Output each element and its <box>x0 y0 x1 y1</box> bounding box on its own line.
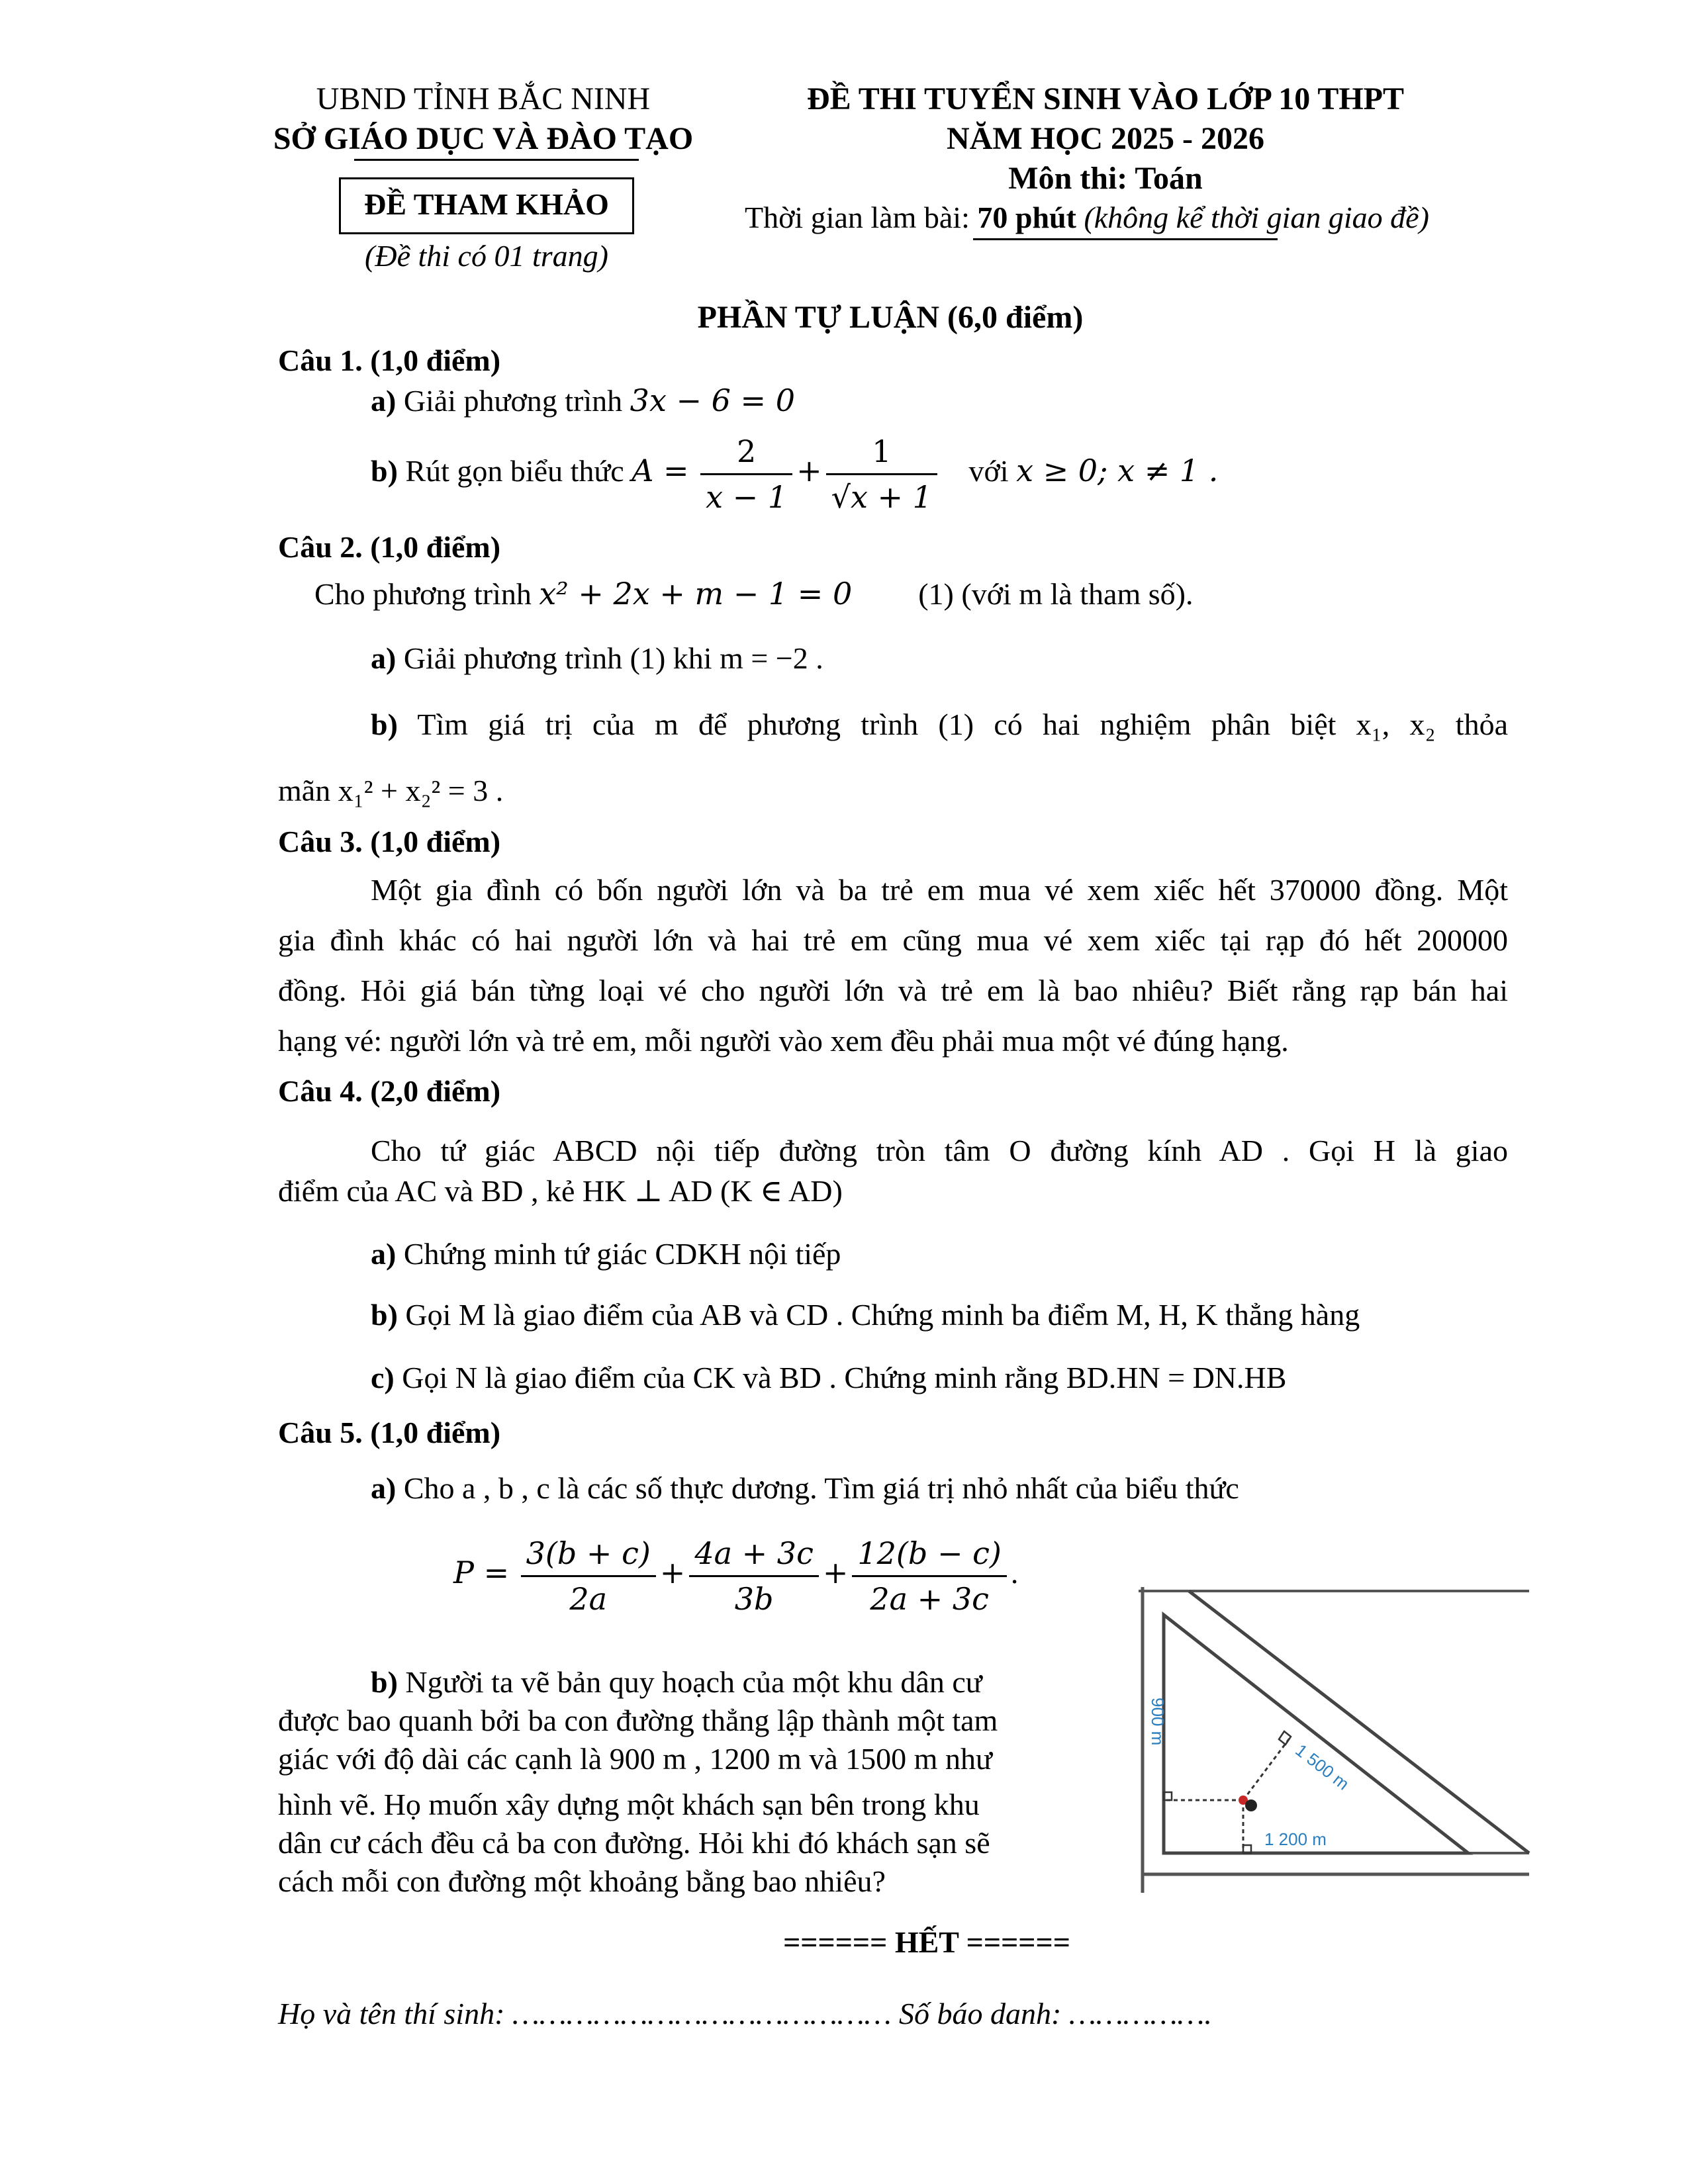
q1-b-cond-word: với <box>968 454 1017 488</box>
q3-line-2: gia đình khác có hai người lớn và hai trẻ em cũng mua vé xem xiếc tại rạp đó hết 200000 <box>278 923 1508 957</box>
q5-b-line-4: hình vẽ. Họ muốn xây dựng một khách sạn bên trong khu <box>278 1788 980 1821</box>
header-authority: UBND TỈNH BẮC NINH <box>316 81 651 116</box>
label-1200: 1 200 m <box>1264 1829 1327 1849</box>
q2-eq-note: (với m là tham số). <box>953 577 1194 611</box>
header-department: SỞ GIÁO DỤC VÀ ĐÀO TẠO <box>273 121 694 156</box>
q4-a <box>371 1236 841 1271</box>
end-mark: ====== HẾT ====== <box>783 1925 1070 1959</box>
subject: Môn thi: Toán <box>1008 161 1203 196</box>
q5-p-frac1 <box>521 1535 656 1617</box>
q4-b-text: Gọi M là giao điểm của AB và CD . Chứng minh ba điểm M, H, K thẳng hàng <box>397 1298 1360 1332</box>
q5-b-label: b) <box>371 1665 398 1699</box>
q5-p-expression <box>453 1535 1018 1617</box>
candidate-id-dots: ……………. <box>1068 1997 1212 2030</box>
badge-label: ĐỀ THAM KHẢO <box>364 187 609 221</box>
q4-b-label: b) <box>371 1298 398 1332</box>
q2-b-label: b) <box>371 707 398 741</box>
school-year: NĂM HỌC 2025 - 2026 <box>947 121 1264 156</box>
q1-b-plus: + <box>796 453 822 489</box>
label-900: 900 m <box>1148 1698 1168 1746</box>
perp-to-hypotenuse <box>1243 1737 1291 1800</box>
q5-a-text: Cho a , b , c là các số thực dương. Tìm giá trị nhỏ nhất của biểu thức <box>396 1471 1239 1505</box>
header-underline-left <box>354 159 639 161</box>
candidate-id-label: Số báo danh: <box>899 1997 1069 2030</box>
q2-b-cont: mãn x₁² + x₂² = 3 . <box>278 774 504 807</box>
footer-line <box>278 1996 1212 2031</box>
q2-a <box>371 641 823 676</box>
q2-b <box>371 707 1508 742</box>
road-hypotenuse <box>1189 1591 1529 1853</box>
q1-b-label: b) <box>371 454 398 488</box>
q1-b-frac1 <box>700 433 792 515</box>
q1-a <box>371 383 795 418</box>
q4-intro-1: Cho tứ giác ABCD nội tiếp đường tròn tâm O đường kính AD . Gọi H là giao <box>371 1134 1508 1167</box>
q4-intro-2: điểm của AC và BD , kẻ HK ⊥ AD (K ∈ AD) <box>278 1174 843 1208</box>
q3-title: Câu 3. (1,0 điểm) <box>278 825 501 858</box>
q5-p-plus1: + <box>659 1555 686 1591</box>
q4-c-label: c) <box>371 1361 395 1394</box>
q5-p-den3: 2a + 3c <box>870 1581 989 1617</box>
q1-b-lhs: A = <box>632 453 689 489</box>
hotel-marker <box>1245 1799 1257 1811</box>
q4-c-text: Gọi N là giao điểm của CK và BD . Chứng minh rằng BD.HN = DN.HB <box>394 1361 1287 1394</box>
q3-line-4: hạng vé: người lớn và trẻ em, mỗi người vào xem đều phải mua một vé đúng hạng. <box>278 1024 1289 1058</box>
q1-title: Câu 1. (1,0 điểm) <box>278 343 501 377</box>
q5-p-den2: 3b <box>734 1581 774 1617</box>
q1-b <box>371 433 1218 515</box>
q1-b-text: Rút gọn biểu thức <box>397 454 632 488</box>
q5-b-text-1: Người ta vẽ bản quy hoạch của một khu dân cư <box>397 1665 982 1699</box>
q5-p-frac2 <box>689 1535 819 1617</box>
q1-b-den1: x − 1 <box>706 479 788 515</box>
time-line <box>745 200 1429 235</box>
q2-eq: x² + 2x + m − 1 = 0 <box>539 576 853 612</box>
q1-b-den2: √x + 1 <box>831 479 932 515</box>
q5-title: Câu 5. (1,0 điểm) <box>278 1416 501 1449</box>
q2-intro-text: Cho phương trình <box>314 577 539 611</box>
q1-a-text: Giải phương trình <box>396 384 630 418</box>
q5-p-num3: 12(b − c) <box>852 1535 1006 1577</box>
pages-note: (Đề thi có 01 trang) <box>365 239 608 273</box>
q1-a-label: a) <box>371 384 397 418</box>
q5-p-den1: 2a <box>569 1581 608 1617</box>
q5-b-line-5: dân cư cách đều cả ba con đường. Hỏi khi đó khách sạn sẽ <box>278 1826 990 1860</box>
q4-a-label: a) <box>371 1237 397 1271</box>
q5-p-plus2: + <box>822 1555 849 1591</box>
q5-b-line-6: cách mỗi con đường một khoảng bằng bao nhiêu? <box>278 1864 886 1898</box>
q2-b-text: Tìm giá trị của m để phương trình (1) có hai nghiệm phân biệt x₁, x₂ thỏa <box>397 707 1508 741</box>
q2-eq-tag: (1) <box>918 577 954 611</box>
q5-a <box>371 1471 1239 1506</box>
q2-intro <box>314 576 1193 612</box>
q5-p-frac3 <box>852 1535 1006 1617</box>
q1-a-math: 3x − 6 = 0 <box>630 383 795 418</box>
time-note: (không kể thời gian giao đề) <box>1084 201 1429 234</box>
q4-b <box>371 1297 1360 1332</box>
q1-b-frac2 <box>826 433 937 515</box>
label-1500: 1 500 m <box>1291 1740 1353 1794</box>
q1-b-num1: 2 <box>700 433 792 475</box>
candidate-name-dots: …………………………………… <box>512 1997 900 2030</box>
triangle <box>1164 1615 1468 1853</box>
q5-a-label: a) <box>371 1471 397 1505</box>
q5-p-num2: 4a + 3c <box>689 1535 819 1577</box>
q5-b-line-2: được bao quanh bởi ba con đường thẳng lập thành một tam <box>278 1704 998 1737</box>
exam-title: ĐỀ THI TUYỂN SINH VÀO LỚP 10 THPT <box>806 81 1405 116</box>
q2-a-text: Giải phương trình (1) khi m = −2 . <box>396 641 823 675</box>
q4-a-text: Chứng minh tứ giác CDKH nội tiếp <box>396 1237 841 1271</box>
time-value: 70 phút <box>977 201 1076 234</box>
q1-b-num2: 1 <box>826 433 937 475</box>
q5-p-num1: 3(b + c) <box>521 1535 656 1577</box>
q2-a-label: a) <box>371 641 397 675</box>
q5-b-line-3: giác với độ dài các cạnh là 900 m , 1200 m và 1500 m như <box>278 1742 992 1776</box>
time-prefix: Thời gian làm bài: <box>745 201 978 234</box>
header-underline-right <box>973 238 1278 240</box>
candidate-name-label: Họ và tên thí sinh: <box>278 1997 512 2030</box>
q4-c <box>371 1360 1286 1395</box>
triangle-figure <box>1125 1582 1536 1899</box>
q3-line-3: đồng. Hỏi giá bán từng loại vé cho người lớn và trẻ em là bao nhiêu? Biết rằng rạp bán hai <box>278 974 1508 1007</box>
q2-title: Câu 2. (1,0 điểm) <box>278 530 501 564</box>
q1-b-cond: x ≥ 0; x ≠ 1 . <box>1016 453 1219 489</box>
q5-b-line-1 <box>371 1664 982 1700</box>
q5-p-lhs: P = <box>453 1555 510 1591</box>
q5-p-end: . <box>1010 1556 1019 1590</box>
q4-title: Câu 4. (2,0 điểm) <box>278 1074 501 1108</box>
q3-line-1: Một gia đình có bốn người lớn và ba trẻ em mua vé xem xiếc hết 370000 đồng. Một <box>371 873 1508 907</box>
right-angle-mark-hyp <box>1279 1731 1291 1745</box>
section-title: PHẦN TỰ LUẬN (6,0 điểm) <box>697 300 1084 335</box>
